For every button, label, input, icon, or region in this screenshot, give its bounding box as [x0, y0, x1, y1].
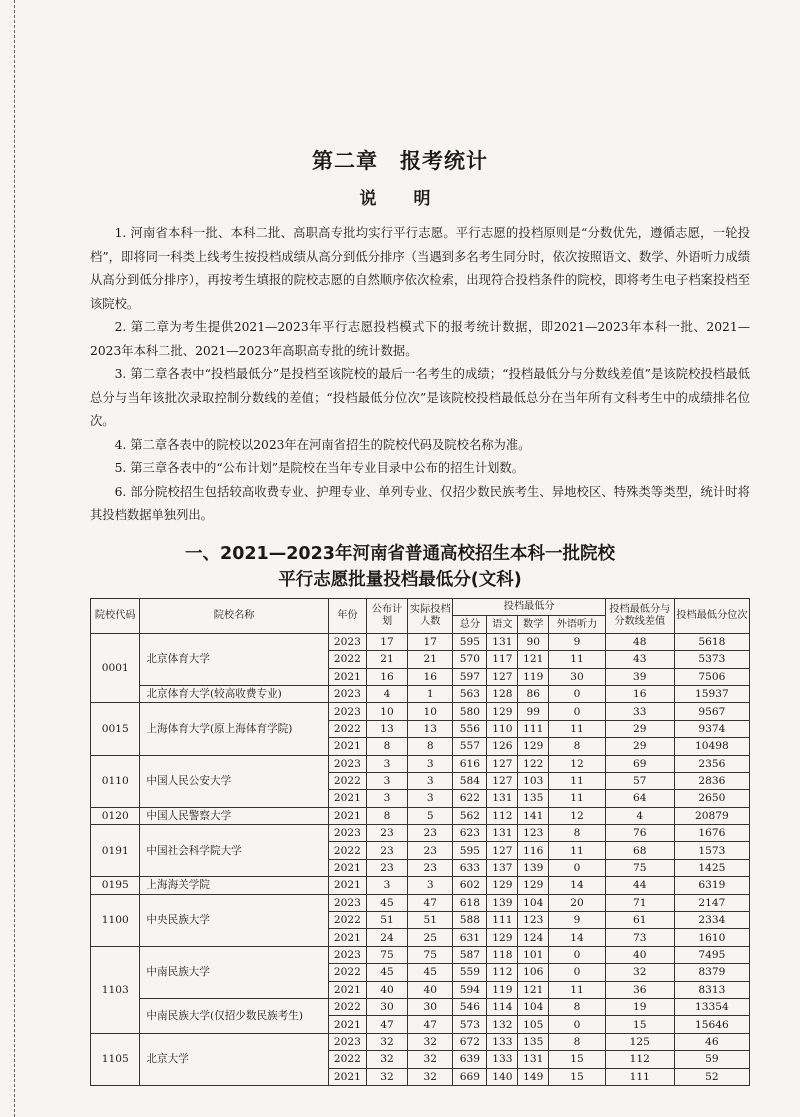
header-min-score: 投档最低分: [453, 599, 605, 616]
table-body: [91, 633, 750, 1085]
cell-plan: 13: [366, 720, 407, 737]
cell-year: 2023: [328, 894, 366, 911]
cell-diff: 57: [605, 772, 674, 789]
cell-total: 616: [453, 755, 487, 772]
cell-year: 2023: [328, 946, 366, 963]
cell-listening: 14: [549, 929, 606, 946]
cell-total: 580: [453, 703, 487, 720]
cell-diff: 75: [605, 859, 674, 876]
cell-chinese: 129: [487, 877, 518, 894]
cell-diff: 36: [605, 981, 674, 998]
notes-body: [90, 222, 750, 528]
cell-actual: 30: [408, 998, 453, 1015]
cell-rank: 1425: [674, 859, 749, 876]
cell-rank: 20879: [674, 807, 749, 824]
cell-listening: 11: [549, 720, 606, 737]
cell-diff: 32: [605, 964, 674, 981]
table-row: [91, 946, 750, 963]
cell-actual: 47: [408, 1016, 453, 1033]
cell-chinese: 137: [487, 859, 518, 876]
cell-year: 2021: [328, 807, 366, 824]
cell-math: 101: [518, 946, 549, 963]
cell-year: 2022: [328, 998, 366, 1015]
cell-chinese: 133: [487, 1051, 518, 1068]
cell-listening: 0: [549, 964, 606, 981]
cell-year: 2023: [328, 825, 366, 842]
cell-listening: 9: [549, 912, 606, 929]
cell-math: 106: [518, 964, 549, 981]
cell-diff: 112: [605, 1051, 674, 1068]
cell-chinese: 128: [487, 685, 518, 702]
cell-plan: 45: [366, 964, 407, 981]
cell-total: 562: [453, 807, 487, 824]
cell-plan: 16: [366, 668, 407, 685]
cell-year: 2021: [328, 738, 366, 755]
table-row: [91, 825, 750, 842]
cell-year: 2021: [328, 929, 366, 946]
cell-actual: 51: [408, 912, 453, 929]
cell-year: 2021: [328, 981, 366, 998]
cell-plan: 23: [366, 825, 407, 842]
cell-plan: 40: [366, 981, 407, 998]
cell-actual: 13: [408, 720, 453, 737]
cell-listening: 0: [549, 946, 606, 963]
cell-diff: 33: [605, 703, 674, 720]
cell-diff: 43: [605, 651, 674, 668]
cell-school-name: 中国人民公安大学: [140, 755, 328, 807]
cell-rank: 7495: [674, 946, 749, 963]
cell-chinese: 132: [487, 1016, 518, 1033]
cell-total: 559: [453, 964, 487, 981]
header-chinese: 语文: [487, 616, 518, 633]
cell-total: 584: [453, 772, 487, 789]
cell-actual: 21: [408, 651, 453, 668]
cell-diff: 29: [605, 738, 674, 755]
cell-plan: 4: [366, 685, 407, 702]
cell-plan: 10: [366, 703, 407, 720]
cell-diff: 16: [605, 685, 674, 702]
cell-year: 2022: [328, 842, 366, 859]
header-diff: 投档最低分与分数线差值: [605, 599, 674, 634]
cell-plan: 3: [366, 877, 407, 894]
cell-plan: 24: [366, 929, 407, 946]
note-paragraph: 6. 部分院校招生包括较高收费专业、护理专业、单列专业、仅招少数民族考生、异地校区、特殊类等类型，统计时将其投档数据单独列出。: [90, 484, 750, 522]
cell-actual: 3: [408, 772, 453, 789]
cell-actual: 3: [408, 790, 453, 807]
cell-math: 129: [518, 877, 549, 894]
cell-chinese: 131: [487, 825, 518, 842]
cell-diff: 44: [605, 877, 674, 894]
table-row: [91, 1033, 750, 1050]
cell-year: 2021: [328, 877, 366, 894]
cell-year: 2022: [328, 720, 366, 737]
cell-year: 2022: [328, 912, 366, 929]
cell-year: 2022: [328, 1051, 366, 1068]
cell-math: 135: [518, 790, 549, 807]
note-paragraph: 1. 河南省本科一批、本科二批、高职高专批均实行平行志愿。平行志愿的投档原则是“分数优先，遵循志愿，一轮投档”，即将同一科类上线考生按投档成绩从高分到低分排序（当遇到多名考生同分时，依次按照语文、数学、外语听力成绩从高分到低分排序），再按考生填报的院校志愿的自然顺序依次检索，出现符合投档条件的院校，即将考生电子档案投档至该院校。: [90, 226, 750, 311]
cell-diff: 40: [605, 946, 674, 963]
cell-code: 1105: [91, 1033, 140, 1085]
cell-rank: 15646: [674, 1016, 749, 1033]
cell-listening: 11: [549, 651, 606, 668]
cell-listening: 0: [549, 703, 606, 720]
cell-rank: 1676: [674, 825, 749, 842]
section-title: 一、2021—2023年河南省普通高校招生本科一批院校: [185, 544, 615, 564]
cell-year: 2023: [328, 1033, 366, 1050]
cell-rank: 10498: [674, 738, 749, 755]
cell-diff: 61: [605, 912, 674, 929]
notes-heading: 说 明: [359, 189, 441, 209]
cell-actual: 45: [408, 964, 453, 981]
cell-school-name: 上海体育大学(原上海体育学院): [140, 703, 328, 755]
cell-total: 639: [453, 1051, 487, 1068]
cell-total: 618: [453, 894, 487, 911]
cell-school-name: 北京体育大学(较高收费专业): [140, 685, 328, 702]
cell-listening: 20: [549, 894, 606, 911]
cell-total: 597: [453, 668, 487, 685]
cell-rank: 9567: [674, 703, 749, 720]
cell-diff: 111: [605, 1068, 674, 1085]
cell-plan: 23: [366, 859, 407, 876]
cell-listening: 14: [549, 877, 606, 894]
cell-chinese: 140: [487, 1068, 518, 1085]
cell-chinese: 131: [487, 790, 518, 807]
cell-diff: 15: [605, 1016, 674, 1033]
table-row: [91, 685, 750, 702]
cell-actual: 8: [408, 738, 453, 755]
cell-total: 556: [453, 720, 487, 737]
cell-rank: 59: [674, 1051, 749, 1068]
table-header-row: [91, 599, 750, 616]
cell-math: 105: [518, 1016, 549, 1033]
header-year: 年份: [328, 599, 366, 634]
cell-year: 2021: [328, 859, 366, 876]
score-table: [90, 598, 750, 1086]
cell-total: 633: [453, 859, 487, 876]
cell-diff: 4: [605, 807, 674, 824]
cell-total: 594: [453, 981, 487, 998]
cell-rank: 52: [674, 1068, 749, 1085]
cell-rank: 2334: [674, 912, 749, 929]
table-row: [91, 998, 750, 1015]
cell-listening: 12: [549, 807, 606, 824]
cell-listening: 15: [549, 1051, 606, 1068]
cell-year: 2022: [328, 651, 366, 668]
cell-chinese: 119: [487, 981, 518, 998]
cell-diff: 73: [605, 929, 674, 946]
cell-code: 0015: [91, 703, 140, 755]
cell-listening: 8: [549, 825, 606, 842]
cell-listening: 8: [549, 738, 606, 755]
cell-school-name: 中南民族大学(仅招少数民族考生): [140, 998, 328, 1033]
cell-code: 0001: [91, 633, 140, 703]
cell-school-name: 北京体育大学: [140, 633, 328, 685]
cell-actual: 23: [408, 825, 453, 842]
cell-year: 2021: [328, 1016, 366, 1033]
table-row: [91, 703, 750, 720]
cell-plan: 47: [366, 1016, 407, 1033]
cell-rank: 1573: [674, 842, 749, 859]
note-paragraph: 5. 第三章各表中的“公布计划”是院校在当年专业目录中公布的招生计划数。: [114, 461, 525, 475]
cell-listening: 11: [549, 772, 606, 789]
cell-rank: 2356: [674, 755, 749, 772]
cell-diff: 125: [605, 1033, 674, 1050]
cell-math: 129: [518, 738, 549, 755]
cell-rank: 2147: [674, 894, 749, 911]
cell-chinese: 129: [487, 703, 518, 720]
cell-plan: 3: [366, 790, 407, 807]
cell-actual: 32: [408, 1033, 453, 1050]
cell-plan: 75: [366, 946, 407, 963]
cell-math: 135: [518, 1033, 549, 1050]
cell-chinese: 112: [487, 964, 518, 981]
cell-diff: 39: [605, 668, 674, 685]
cell-year: 2022: [328, 964, 366, 981]
cell-diff: 64: [605, 790, 674, 807]
cell-rank: 2650: [674, 790, 749, 807]
cell-math: 99: [518, 703, 549, 720]
cell-math: 123: [518, 825, 549, 842]
cell-plan: 17: [366, 633, 407, 650]
cell-actual: 1: [408, 685, 453, 702]
note-paragraph: 3. 第二章各表中“投档最低分”是投档至该院校的最后一名考生的成绩；“投档最低分与分数线差值”是该院校投档最低总分与当年该批次录取控制分数线的差值；“投档最低分位次”是该院校投档最低总分在当年所有文科考生中的成绩排名位次。: [90, 367, 750, 428]
cell-listening: 11: [549, 981, 606, 998]
cell-school-name: 上海海关学院: [140, 877, 328, 894]
cell-chinese: 118: [487, 946, 518, 963]
table-row: [91, 894, 750, 911]
cell-actual: 5: [408, 807, 453, 824]
cell-rank: 6319: [674, 877, 749, 894]
cell-math: 131: [518, 1051, 549, 1068]
cell-math: 104: [518, 894, 549, 911]
cell-plan: 32: [366, 1033, 407, 1050]
cell-total: 546: [453, 998, 487, 1015]
cell-plan: 32: [366, 1051, 407, 1068]
cell-actual: 17: [408, 633, 453, 650]
cell-chinese: 131: [487, 633, 518, 650]
cell-math: 119: [518, 668, 549, 685]
cell-total: 563: [453, 685, 487, 702]
cell-code: 0120: [91, 807, 140, 824]
cell-diff: 19: [605, 998, 674, 1015]
cell-year: 2023: [328, 755, 366, 772]
cell-plan: 23: [366, 842, 407, 859]
cell-chinese: 127: [487, 668, 518, 685]
chapter-title: 第二章 报考统计: [312, 148, 488, 173]
cell-chinese: 114: [487, 998, 518, 1015]
cell-rank: 15937: [674, 685, 749, 702]
section-subtitle: 平行志愿批量投档最低分(文科): [278, 570, 522, 590]
cell-listening: 9: [549, 633, 606, 650]
cell-chinese: 110: [487, 720, 518, 737]
cell-math: 116: [518, 842, 549, 859]
cell-code: 0195: [91, 877, 140, 894]
cell-rank: 8313: [674, 981, 749, 998]
table-row: [91, 633, 750, 650]
cell-math: 103: [518, 772, 549, 789]
cell-math: 124: [518, 929, 549, 946]
table-row: [91, 807, 750, 824]
cell-total: 602: [453, 877, 487, 894]
cell-plan: 21: [366, 651, 407, 668]
cell-rank: 13354: [674, 998, 749, 1015]
cell-listening: 12: [549, 755, 606, 772]
cell-rank: 2836: [674, 772, 749, 789]
cell-diff: 69: [605, 755, 674, 772]
cell-year: 2022: [328, 772, 366, 789]
cell-chinese: 127: [487, 755, 518, 772]
table-row: [91, 755, 750, 772]
cell-math: 122: [518, 755, 549, 772]
cell-actual: 47: [408, 894, 453, 911]
cell-actual: 3: [408, 877, 453, 894]
cell-actual: 32: [408, 1068, 453, 1085]
cell-total: 672: [453, 1033, 487, 1050]
cell-listening: 30: [549, 668, 606, 685]
cell-rank: 9374: [674, 720, 749, 737]
cell-plan: 3: [366, 772, 407, 789]
cell-year: 2021: [328, 1068, 366, 1085]
cell-math: 121: [518, 981, 549, 998]
cell-total: 669: [453, 1068, 487, 1085]
cell-rank: 5373: [674, 651, 749, 668]
cell-rank: 7506: [674, 668, 749, 685]
cell-chinese: 127: [487, 772, 518, 789]
cell-total: 595: [453, 633, 487, 650]
cell-code: 1100: [91, 894, 140, 946]
cell-actual: 16: [408, 668, 453, 685]
cell-chinese: 129: [487, 929, 518, 946]
table-row: [91, 877, 750, 894]
cell-chinese: 139: [487, 894, 518, 911]
cell-total: 587: [453, 946, 487, 963]
cell-school-name: 中国社会科学院大学: [140, 825, 328, 877]
header-code: 院校代码: [91, 599, 140, 634]
cell-total: 623: [453, 825, 487, 842]
cell-listening: 11: [549, 842, 606, 859]
cell-actual: 23: [408, 859, 453, 876]
cell-school-name: 中国人民警察大学: [140, 807, 328, 824]
cell-math: 121: [518, 651, 549, 668]
cell-actual: 25: [408, 929, 453, 946]
cell-plan: 3: [366, 755, 407, 772]
header-rank: 投档最低分位次: [674, 599, 749, 634]
cell-actual: 32: [408, 1051, 453, 1068]
cell-rank: 8379: [674, 964, 749, 981]
cell-chinese: 126: [487, 738, 518, 755]
cell-listening: 0: [549, 685, 606, 702]
cell-math: 86: [518, 685, 549, 702]
cell-school-name: 中央民族大学: [140, 894, 328, 946]
header-plan: 公布计划: [366, 599, 407, 634]
cell-total: 573: [453, 1016, 487, 1033]
cell-math: 149: [518, 1068, 549, 1085]
cell-total: 622: [453, 790, 487, 807]
cell-listening: 8: [549, 998, 606, 1015]
cell-year: 2023: [328, 633, 366, 650]
cell-actual: 40: [408, 981, 453, 998]
cell-actual: 3: [408, 755, 453, 772]
cell-plan: 8: [366, 738, 407, 755]
cell-chinese: 111: [487, 912, 518, 929]
header-listening: 外语听力: [549, 616, 606, 633]
header-actual: 实际投档人数: [408, 599, 453, 634]
cell-actual: 23: [408, 842, 453, 859]
cell-listening: 11: [549, 790, 606, 807]
cell-school-name: 中南民族大学: [140, 946, 328, 998]
cell-plan: 51: [366, 912, 407, 929]
note-paragraph: 2. 第二章为考生提供2021—2023年平行志愿投档模式下的报考统计数据，即2021—2023年本科一批、2021—2023年本科二批、2021—2023年高职高专批的统计数据。: [90, 320, 750, 358]
cell-listening: 0: [549, 859, 606, 876]
cell-total: 588: [453, 912, 487, 929]
cell-total: 570: [453, 651, 487, 668]
cell-year: 2021: [328, 790, 366, 807]
cell-chinese: 127: [487, 842, 518, 859]
cell-year: 2021: [328, 668, 366, 685]
cell-diff: 29: [605, 720, 674, 737]
cell-code: 1103: [91, 946, 140, 1033]
note-paragraph: 4. 第二章各表中的院校以2023年在河南省招生的院校代码及院校名称为准。: [114, 437, 531, 452]
cell-math: 123: [518, 912, 549, 929]
header-total: 总分: [453, 616, 487, 633]
cell-chinese: 112: [487, 807, 518, 824]
cell-year: 2023: [328, 685, 366, 702]
cell-math: 139: [518, 859, 549, 876]
cell-math: 111: [518, 720, 549, 737]
cell-chinese: 117: [487, 651, 518, 668]
cell-plan: 30: [366, 998, 407, 1015]
header-name: 院校名称: [140, 599, 328, 634]
cell-actual: 75: [408, 946, 453, 963]
cell-math: 90: [518, 633, 549, 650]
cell-diff: 48: [605, 633, 674, 650]
cell-total: 595: [453, 842, 487, 859]
cell-rank: 5618: [674, 633, 749, 650]
cell-rank: 1610: [674, 929, 749, 946]
cell-total: 557: [453, 738, 487, 755]
cell-rank: 46: [674, 1033, 749, 1050]
cell-listening: 15: [549, 1068, 606, 1085]
cell-listening: 0: [549, 1016, 606, 1033]
cell-year: 2023: [328, 703, 366, 720]
cell-plan: 8: [366, 807, 407, 824]
cell-diff: 76: [605, 825, 674, 842]
cell-math: 104: [518, 998, 549, 1015]
cell-plan: 32: [366, 1068, 407, 1085]
cell-listening: 8: [549, 1033, 606, 1050]
cell-code: 0191: [91, 825, 140, 877]
cell-total: 631: [453, 929, 487, 946]
cell-chinese: 133: [487, 1033, 518, 1050]
header-math: 数学: [518, 616, 549, 633]
cell-code: 0110: [91, 755, 140, 807]
cell-school-name: 北京大学: [140, 1033, 328, 1085]
cell-diff: 71: [605, 894, 674, 911]
cell-actual: 10: [408, 703, 453, 720]
cell-plan: 45: [366, 894, 407, 911]
cell-math: 141: [518, 807, 549, 824]
cell-diff: 68: [605, 842, 674, 859]
